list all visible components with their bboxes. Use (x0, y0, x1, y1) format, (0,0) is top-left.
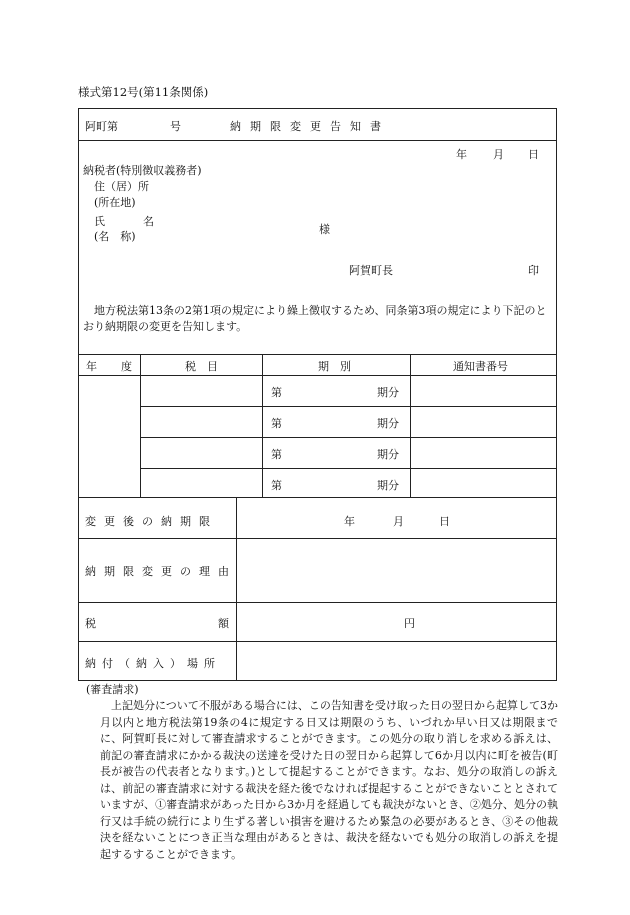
date-day: 日 (528, 148, 539, 161)
divider (78, 140, 557, 141)
date-year: 年 (456, 148, 467, 161)
appeal-text: 上記処分について不服がある場合には、この告知書を受け取った日の翌日から起算して3か月以内と地方税法第19条の4に規定する日又は期限のうち、いづれか早い日又は期限までに、阿賀町長に対して審査請求することができます。この処分の取り消しを求める訴えは、前記の審査請求にかかる裁決の送達を受けた日の翌日から起算して6か月以内に町を被告(町長が被告の代表者となります。)として提起することができます。なお、処分の取消しの訴えは、前記の審査請求に対する裁決を経た後でなければ提起することができないこととされていますが、①審査請求があった日から3か月を経過しても裁決がないとき、②処分、処分の執行又は手続の続行により生ずる著しい損害を避けるため緊急の必要があるとき、③その他裁決を経ないことにつき正当な理由があるときは、裁決を経ないでも処分の取消しの訴えを提起するすることができます。 (100, 699, 558, 861)
date-month: 月 (493, 148, 504, 161)
form-number: 様式第12号(第11条関係) (78, 85, 209, 99)
name-label-first: 氏 (94, 215, 105, 228)
col-tax-item: 税 目 (185, 360, 218, 373)
divider (78, 497, 557, 498)
period-suffix: 期分 (377, 417, 399, 430)
divider (140, 437, 557, 438)
period-suffix: 期分 (377, 479, 399, 492)
divider (78, 354, 557, 355)
notice-form (78, 108, 557, 681)
entity-name-label: (名 称) (94, 230, 136, 243)
address-label: 住（居）所 (94, 180, 149, 193)
tax-amount-label-first: 税 (85, 617, 96, 630)
new-due-month: 月 (393, 515, 404, 528)
issuer-mayor: 阿賀町長 (349, 264, 393, 277)
period-prefix: 第 (271, 386, 282, 399)
col-year-label-1: 年 (86, 360, 97, 373)
reason-label: 納期限変更の理由 (85, 565, 237, 578)
divider (140, 354, 141, 497)
new-due-date-label: 変更後の納期限 (85, 515, 218, 528)
honorific: 様 (319, 223, 330, 236)
appeal-heading: (審査請求) (86, 683, 139, 696)
divider (78, 375, 557, 376)
tax-amount-unit: 円 (404, 617, 415, 630)
divider (78, 602, 557, 603)
period-suffix: 期分 (377, 448, 399, 461)
payment-place-label: 納付（納入）場所 (85, 657, 221, 670)
notice-text: 地方税法第13条の2第1項の規定により繰上徴収するため、同条第3項の規定により下記のとおり納期限の変更を告知します。 (83, 304, 547, 333)
col-year-label-2: 度 (121, 360, 132, 373)
form-title: 納期限変更告知書 (230, 120, 390, 133)
period-prefix: 第 (271, 417, 282, 430)
taxpayer-label: 納税者(特別徴収義務者) (83, 164, 202, 177)
divider (236, 497, 237, 681)
notice-number-suffix: 号 (170, 120, 181, 133)
col-notice-number: 通知書番号 (453, 360, 508, 373)
tax-amount-label-second: 額 (218, 617, 229, 630)
new-due-day: 日 (439, 515, 450, 528)
new-due-year: 年 (344, 515, 355, 528)
col-period: 期 別 (318, 360, 351, 373)
divider (78, 538, 557, 539)
period-prefix: 第 (271, 479, 282, 492)
notice-number-prefix: 阿町第 (85, 120, 118, 133)
period-prefix: 第 (271, 448, 282, 461)
divider (262, 354, 263, 497)
name-label-second: 名 (143, 215, 154, 228)
divider (78, 641, 557, 642)
location-label: (所在地) (94, 196, 136, 209)
divider (140, 468, 557, 469)
period-suffix: 期分 (377, 386, 399, 399)
seal-mark: 印 (528, 264, 539, 277)
divider (410, 354, 411, 497)
divider (140, 406, 557, 407)
